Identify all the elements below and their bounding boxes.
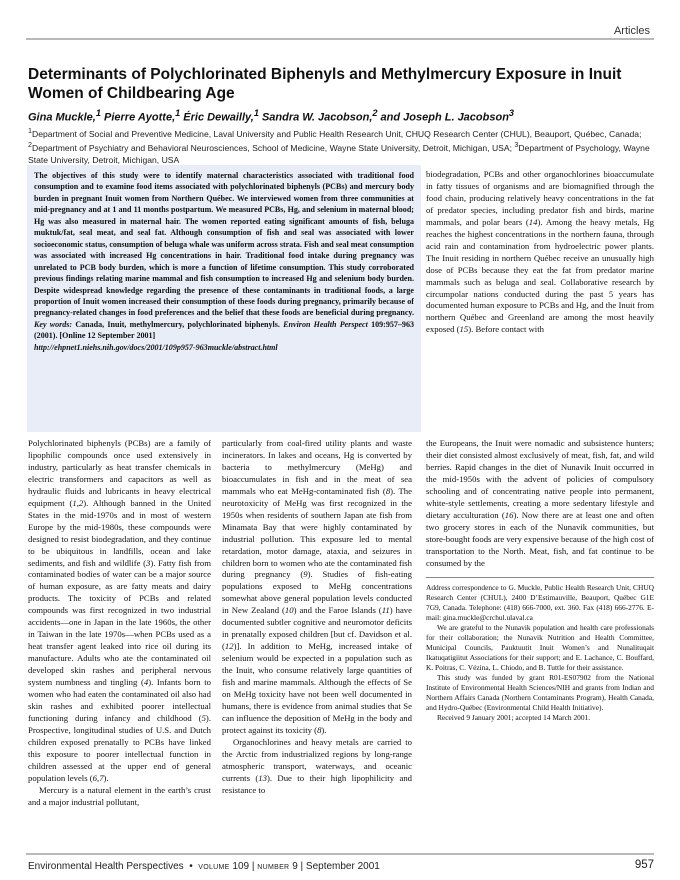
- correspondence-footnote: Address correspondence to G. Muckle, Public Health Research Unit, CHUQ Research Center (CHUL), 2400 D’Estimauville, Beauport, Québec G1E 7G9, Canada. Telephone: (418) 666-7000, ext. 360. Fax (418) 666-2776. E-mail: gina.muckle@crchul.ulaval.ca We are grateful to the Nunavik population and health care professionals for their collaboration; the Nunavik Nutrition and Health Committee, Municipal Councils, Pauktuutit Inuit Women’s and Nunalituqait Ikatuqatigiitut Associations for their support; and E. Lachance, C. Bouffard, K. Poitras, C. Vézina, L. Chiodo, and B. Tuttle for their assistance. This study was funded by grant R01-ES07902 from the National Institute of Environmental Health Sciences/NIH and grants from Indian and Northern Affairs Canada (Northern Contaminants Program), Health Canada, and Hydro-Québec (Environmental Child Health Initiative). Received 9 January 2001; accepted 14 March 2001.: [426, 583, 654, 722]
- correspondence-rule: [426, 577, 654, 578]
- footer-rule: [26, 853, 654, 855]
- issue-label: NUMBER: [257, 864, 290, 871]
- issue-number: 9: [292, 861, 298, 872]
- abstract-text: The objectives of this study were to identify maternal characteristics associated with traditional food consumption and to examine food items associated with polychlorinated biphenyls (PCBs) and mercury body burden in pregnant Inuit women from Northern Québec. We interviewed women from three communities at mid-pregnancy and at 1 and 11 months postpartum. We measured PCBs, Hg, and selenium in maternal blood; Hg was also measured in maternal hair. The women reported eating significant amounts of fish, beluga muktuk/fat, seal meat, and seal fat. Although consumption of fish and seal was associated with lower socioeconomic status, consumption of beluga whale was uniform across strata. Fish and seal meat consumption was associated with increased Hg concentrations in hair. Traditional food intake during pregnancy was unrelated to PCB body burden, which is more a function of lifetime consumption. This study corroborated previous findings relating marine mammal and fish consumption to increased Hg and selenium body burden. Despite widespread knowledge regarding the presence of these contaminants in traditional foods, a large proportion of Inuit women increased their consumption of these foods during pregnancy, primarily because of pregnancy-related changes in food preferences and the belief that these foods are beneficial during pregnancy. Key words: Canada, Inuit, methylmercury, polychlorinated biphenyls. Environ Health Perspect 109:957–963 (2001). [Online 12 September 2001] http://ehpnet1.niehs.nih.gov/docs/2001/109p957-963muckle/abstract.html: [34, 171, 415, 352]
- body-column-3-bottom: the Europeans, the Inuit were nomadic and subsistence hunters; their diet consisted almost exclusively of meat, fish, fat, and wild berries. Rapid changes in the diet of Nunavik Inuit occurred in the mid-1950s with the advent of policies of compulsory schooling and of concentrating native people into permanent, white-style settlements, creating a more sedentary lifestyle and dietary acculturation (16). Now there are at least one and often two grocery stores in each of the Nunavik communities, but store-bought foods are very expensive because of the high cost of transportation to the North. Meat, fish, and fat continue to be consumed by the: [426, 438, 654, 568]
- section-label: Articles: [613, 25, 650, 37]
- author-affiliations: $^1$Department of Social and Preventive Medicine, Laval University and Public Health Research Unit, CHUQ Research Center (CHUL), Beauport, Québec, Canada; $^2$Department of Psychiatry and Behavioral Neurosciences, School of Medicine, Wayne State University, Detroit, Michigan, USA; $^3$Department of Psychology, Wayne State University, Detroit, Michigan, USA: [28, 127, 650, 165]
- article-title: Determinants of Polychlorinated Biphenyls and Methylmercury Exposure in Inuit Women of Childbearing Age: [28, 66, 622, 102]
- body-column-2: particularly from coal-fired utility plants and waste incinerators. In lakes and oceans, Hg is converted by bacteria to methylmercury (MeHg) and bioaccumulates in fish and in the meat of sea mammals who eat MeHg-contaminated fish (8). The neurotoxicity of MeHg was first recognized in the 1950s when residents of southern Japan ate fish from Minamata Bay that were highly contaminated by industrial pollution. This exposure led to mental retardation, motor damage, ataxia, and seizures in children born to women who ate the contaminated fish during pregnancy (9). Studies of fish-eating populations exposed to MeHg concentrations somewhat above general population levels conducted in New Zealand (10) and the Faroe Islands (11) have documented subtler cognitive and neuromotor deficits in prenatally exposed children [but cf. Davidson et al. (12)]. In addition to MeHg, increased intake of selenium would be expected in a population such as the Inuit, who consume relatively large quantities of fish and marine mammals. Although the effects of Se on MeHg toxicity have not been well documented in humans, there is evidence from animal studies that Se can influence the deposition of MeHg in the body and protect against its toxicity (8). Organochlorines and heavy metals are carried to the Arctic from industrialized regions by long-range atmospheric transport, waterways, and oceanic currents (13). Due to their high lipophilicity and resistance to: [222, 438, 413, 795]
- volume-number: 109: [232, 861, 250, 872]
- page-number: 957: [634, 859, 654, 871]
- volume-label: VOLUME: [198, 864, 230, 871]
- author-list: Gina Muckle,$^1$ Pierre Ayotte,$^1$ Éric Dewailly,$^1$ Sandra W. Jacobson,$^2$ and Joseph L. Jacobson$^3$: [28, 108, 515, 124]
- footer-citation: Environmental Health Perspectives • VOLUME 109 | NUMBER 9 | September 2001: [28, 861, 380, 872]
- body-column-1: Polychlorinated biphenyls (PCBs) are a family of lipophilic compounds once used extensively in industry, particularly as heat transfer chemicals in electric transformers and capacitors as well as hydraulic fluids and lubricants in heavy electrical equipment (1,2). Although banned in the United States in the mid-1970s and in most of western Europe by the mid-1980s, these compounds were designed to resist biodegradation, and they continue to be ubiquitous in landfills, ocean and lake sediments, and fish and wildlife (3). Fatty fish from contaminated bodies of water can be a major source of human exposure, as are fatty meats and dairy products. The toxicity of PCBs and related compounds was first recognized in two industrial accidents—one in Japan in the late 1960s, the other in Taiwan in the late 1970s—when PCBs used as a heat transfer agent leaked into rice oil during its manufacture. Adults who ate the contaminated oil developed skin rashes and peripheral nervous system numbness and tingling (4). Infants born to women who had eaten the contaminated oil also had skin rashes and exhibited poorer intellectual functioning during infancy and childhood (5). Prospective, longitudinal studies of U.S. and Dutch children exposed prenatally to PCBs have linked this exposure to poorer intellectual function in children assessed at the upper end of general population levels (6,7). Mercury is a natural element in the earth’s crust and a major industrial pollutant,: [28, 438, 212, 807]
- journal-name: Environmental Health Perspectives: [28, 861, 184, 872]
- issue-date: September 2001: [305, 861, 380, 872]
- body-column-3-top: biodegradation, PCBs and other organochlorines bioaccumulate in fatty tissues of organisms and are biomagnified through the food chain, producing relatively heavy concentrations in the fat of predator species, including predator fish and birds, marine mammals, and polar bears (14). Among the heavy metals, Hg reaches the highest concentrations in the northern fauna, through acid rain and contamination from hydroelectric power plants. The Inuit residing in northern Québec receive an unusually high dose of PCBs because they eat the fat from predator marine mammals such as beluga and seal. Collaborative research by circumpolar nations conducted during the past 5 years has documented human exposure to PCBs and Hg, and the Inuit from northern Québec and Greenland are among the most heavily exposed (15). Before contact with: [426, 169, 654, 335]
- header-rule: [26, 38, 654, 40]
